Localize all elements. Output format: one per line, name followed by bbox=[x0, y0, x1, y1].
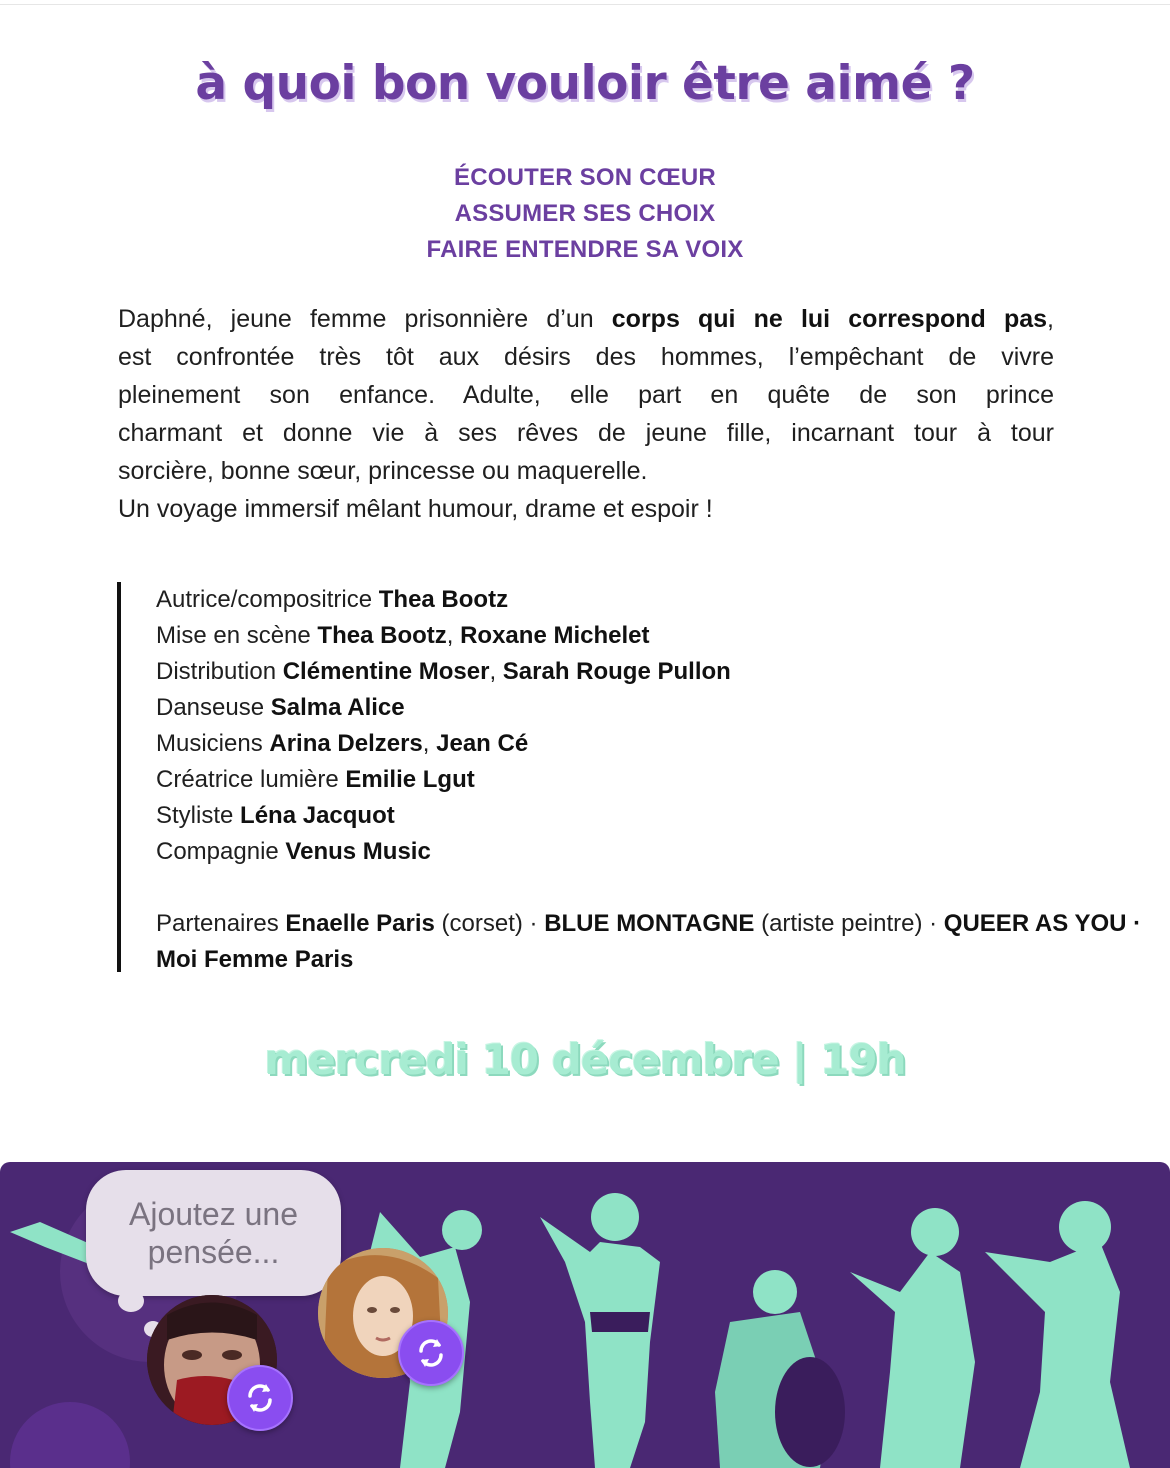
credit-styliste bbox=[156, 798, 1147, 834]
synopsis-emphasis: corps qui ne lui correspond pas bbox=[611, 305, 1048, 333]
credit-partenaires bbox=[156, 906, 1146, 978]
top-divider bbox=[0, 4, 1170, 5]
credit-label: Musiciens bbox=[156, 730, 270, 757]
credit-lumiere bbox=[156, 762, 1147, 798]
credit-name: Thea Bootz bbox=[317, 622, 447, 649]
thought-bubble-tail bbox=[118, 1290, 144, 1312]
credit-separator: , bbox=[489, 658, 503, 685]
partner-note: (artiste peintre) · bbox=[754, 910, 944, 937]
credit-compagnie bbox=[156, 834, 1147, 870]
credit-label: Créatrice lumière bbox=[156, 766, 346, 793]
credit-name: Jean Cé bbox=[436, 730, 529, 757]
credit-name: Léna Jacquot bbox=[240, 802, 395, 829]
credit-distribution bbox=[156, 654, 1147, 690]
credit-mise-en-scene bbox=[156, 618, 1147, 654]
credit-name: Salma Alice bbox=[270, 694, 405, 721]
synopsis-line-3: pleinement son enfance. Adulte, elle part en quête de son prince bbox=[118, 381, 1054, 409]
credit-separator: , bbox=[446, 622, 461, 649]
synopsis-line-6: Un voyage immersif mêlant humour, drame et espoir ! bbox=[118, 495, 713, 523]
partner-name: QUEER AS YOU bbox=[943, 910, 1127, 937]
credit-label: Styliste bbox=[156, 802, 241, 829]
synopsis-line-5: sorcière, bonne sœur, princesse ou maquerelle. bbox=[118, 457, 648, 485]
credit-label: Mise en scène bbox=[156, 622, 318, 649]
synopsis-line-4: charmant et donne vie à ses rêves de jeune fille, incarnant tour à tour bbox=[118, 419, 1054, 447]
credit-label: Distribution bbox=[156, 658, 283, 685]
credit-name: Roxane Michelet bbox=[460, 622, 650, 649]
thought-input[interactable]: Ajoutez une pensée... bbox=[86, 1170, 341, 1296]
credit-musiciens bbox=[156, 726, 1147, 762]
credit-name: Sarah Rouge Pullon bbox=[502, 658, 731, 685]
partner-name: Moi Femme Paris bbox=[156, 946, 354, 973]
credit-label: Autrice/compositrice bbox=[156, 586, 379, 613]
credit-danseuse bbox=[156, 690, 1147, 726]
repost-icon[interactable] bbox=[227, 1365, 293, 1431]
repost-glyph bbox=[242, 1380, 278, 1416]
credits-block bbox=[117, 582, 1147, 972]
credit-separator: , bbox=[422, 730, 437, 757]
credit-label: Partenaires bbox=[156, 910, 286, 937]
synopsis-text: Daphné, jeune femme prisonnière d’un bbox=[118, 305, 612, 333]
credit-name: Clémentine Moser bbox=[282, 658, 490, 685]
synopsis-text: , bbox=[1047, 305, 1054, 333]
credit-name: Arina Delzers bbox=[269, 730, 423, 757]
repost-icon[interactable] bbox=[398, 1320, 464, 1386]
credit-name: Emilie Lgut bbox=[345, 766, 475, 793]
tagline-1: ÉCOUTER SON CŒUR bbox=[454, 164, 716, 191]
partner-name: Enaelle Paris bbox=[285, 910, 435, 937]
credit-name: Thea Bootz bbox=[378, 586, 509, 613]
taglines bbox=[0, 160, 1170, 268]
credit-name: Venus Music bbox=[285, 838, 431, 865]
tagline-3: FAIRE ENTENDRE SA VOIX bbox=[426, 236, 744, 263]
credit-autrice bbox=[156, 582, 1147, 618]
synopsis bbox=[118, 300, 1054, 528]
partner-separator: · bbox=[1126, 910, 1142, 937]
repost-glyph bbox=[413, 1335, 449, 1371]
tagline-2: ASSUMER SES CHOIX bbox=[454, 200, 716, 227]
event-date: mercredi 10 décembre | 19h bbox=[264, 1035, 906, 1084]
credit-label: Compagnie bbox=[156, 838, 286, 865]
partner-name: BLUE MONTAGNE bbox=[544, 910, 755, 937]
credit-label: Danseuse bbox=[156, 694, 271, 721]
show-title: à quoi bon vouloir être aimé ? bbox=[195, 56, 975, 111]
synopsis-line-2: est confrontée très tôt aux désirs des hommes, l’empêchant de vivre bbox=[118, 343, 1054, 371]
synopsis-line-1 bbox=[118, 300, 1054, 338]
partner-note: (corset) · bbox=[434, 910, 545, 937]
